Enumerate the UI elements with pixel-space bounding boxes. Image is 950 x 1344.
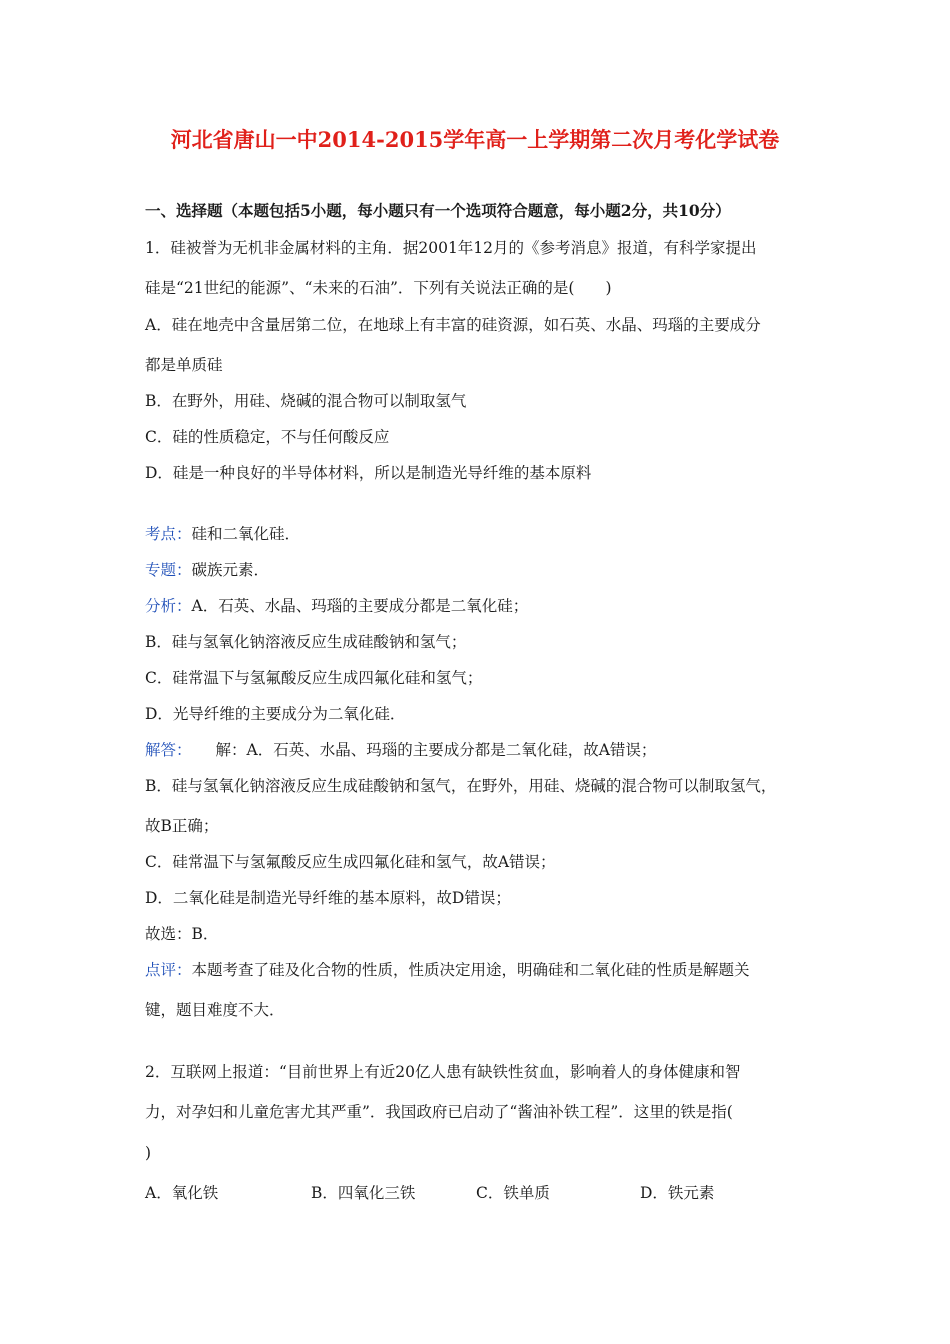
q1-stem-line1: 1．硅被誉为无机非金属材料的主角．据2001年12月的《参考消息》报道，有科学家提出 (145, 239, 757, 257)
jieda-line2: B．硅与氢氧化钠溶液反应生成硅酸钠和氢气，在野外，用硅、烧碱的混合物可以制取氢气， (145, 777, 777, 795)
dianping-line1: 本题考查了硅及化合物的性质，性质决定用途，明确硅和二氧化硅的性质是解题关 (191, 961, 750, 979)
q2-option-b: B．四氧化三铁 (311, 1184, 416, 1202)
q2-option-c: C．铁单质 (476, 1184, 550, 1202)
q2-stem-line3: ) (145, 1144, 152, 1162)
q1-option-a-line2: 都是单质硅 (145, 356, 223, 374)
fenxi-label: 分析： (145, 597, 192, 615)
q2-stem-line2: 力，对孕妇和儿童危害尤其严重”．我国政府已启动了“酱油补铁工程”．这里的铁是指( (145, 1103, 733, 1121)
zhuanti-text: 碳族元素． (191, 561, 270, 579)
q1-dianping (145, 961, 750, 980)
dianping-label: 点评： (145, 961, 192, 979)
jieda-line3: 故B正确； (145, 817, 219, 835)
jieda-line5: D．二氧化硅是制造光导纤维的基本原料，故D错误； (145, 889, 511, 907)
kaodian-label: 考点： (145, 525, 192, 543)
q2-option-a: A．氧化铁 (145, 1184, 219, 1202)
q1-fenxi (145, 597, 528, 616)
q2-option-d: D．铁元素 (640, 1184, 715, 1202)
q1-stem-line2: 硅是“21世纪的能源”、“未来的石油”．下列有关说法正确的是( ) (145, 279, 612, 297)
fenxi-line1: A．石英、水晶、玛瑙的主要成分都是二氧化硅； (191, 597, 529, 615)
fenxi-line2: B．硅与氢氧化钠溶液反应生成硅酸钠和氢气； (145, 633, 467, 651)
zhuanti-label: 专题： (145, 561, 192, 579)
fenxi-line4: D．光导纤维的主要成分为二氧化硅． (145, 705, 406, 723)
q1-zhuanti (145, 561, 269, 580)
q1-option-c: C．硅的性质稳定，不与任何酸反应 (145, 428, 390, 446)
page-title: 河北省唐山一中2014-2015学年高一上学期第二次月考化学试卷 (170, 127, 780, 152)
dianping-line2: 键，题目难度不大． (145, 1001, 285, 1019)
q1-jieda (145, 741, 656, 760)
fenxi-line3: C．硅常温下与氢氟酸反应生成四氟化硅和氢气； (145, 669, 483, 687)
jieda-label: 解答： (145, 741, 192, 759)
jieda-line6: 故选：B． (145, 925, 219, 943)
q1-option-a-line1: A．硅在地壳中含量居第二位，在地球上有丰富的硅资源，如石英、水晶、玛瑙的主要成分 (145, 316, 761, 334)
q1-kaodian (145, 525, 300, 544)
jieda-line4: C．硅常温下与氢氟酸反应生成四氟化硅和氢气，故A错误； (145, 853, 556, 871)
jieda-line1: 解：A．石英、水晶、玛瑙的主要成分都是二氧化硅，故A错误； (215, 741, 657, 759)
q2-stem-line1: 2．互联网上报道：“目前世界上有近20亿人患有缺铁性贫血，影响着人的身体健康和智 (145, 1063, 741, 1081)
section-heading: 一、选择题（本题包括5小题，每小题只有一个选项符合题意，每小题2分，共10分） (145, 201, 731, 220)
q1-option-d: D．硅是一种良好的半导体材料，所以是制造光导纤维的基本原料 (145, 464, 592, 482)
kaodian-text: 硅和二氧化硅． (191, 525, 301, 543)
q1-option-b: B．在野外，用硅、烧碱的混合物可以制取氢气 (145, 392, 467, 410)
